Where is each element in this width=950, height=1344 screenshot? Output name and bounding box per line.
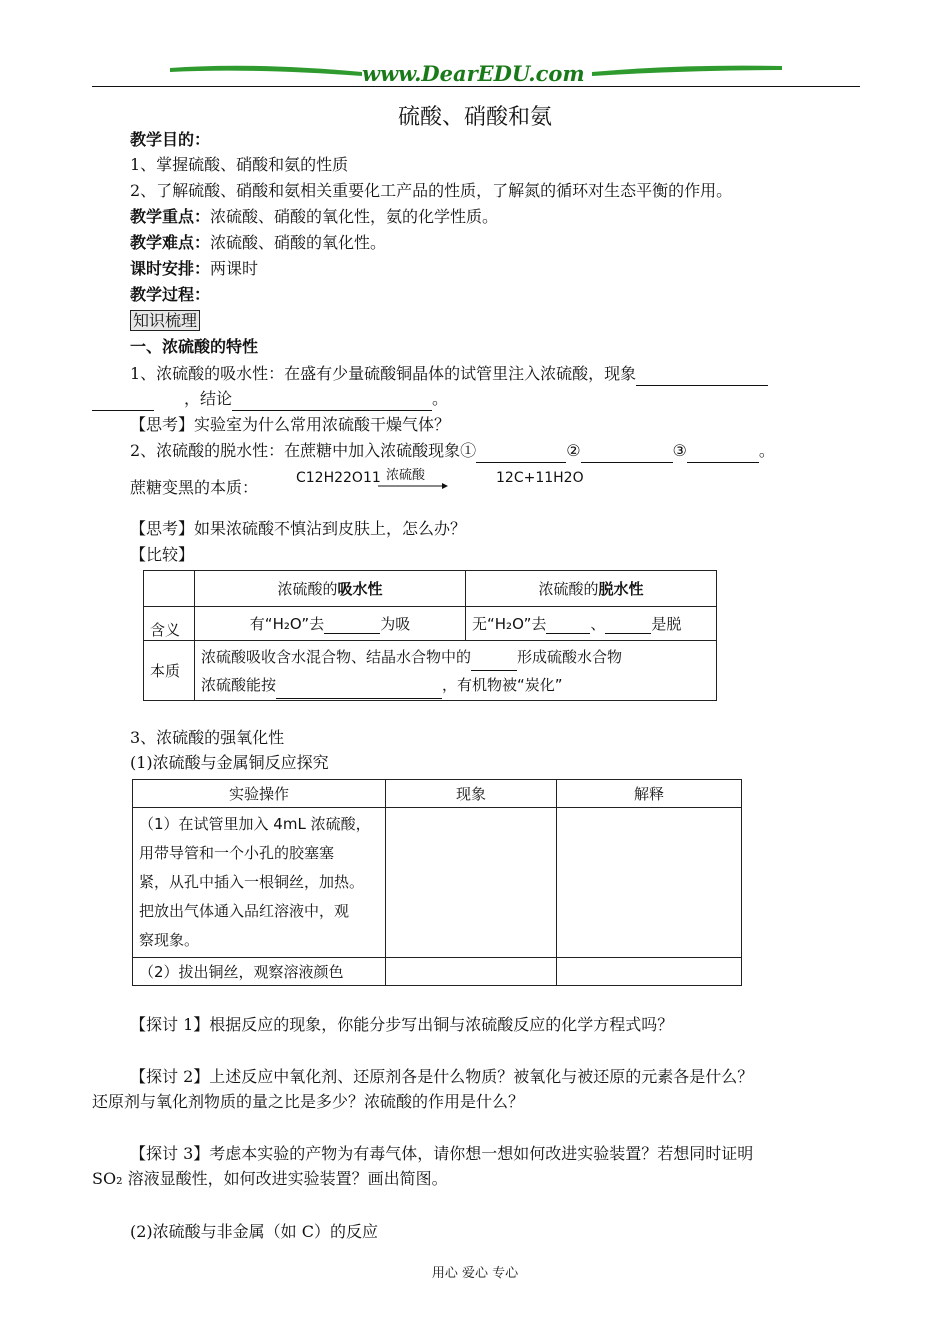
- key-points: 教学重点：浓硫酸、硝酸的氧化性，氨的化学性质。: [130, 207, 499, 226]
- header-dehydration: 浓硫酸的脱水性: [466, 571, 717, 607]
- meaning-dehydration: 无“H₂O”去 、 是脱: [466, 607, 717, 641]
- absorbency-conclusion: ，结论 。: [92, 387, 448, 411]
- col-phenomenon: 现象: [386, 780, 557, 808]
- knowledge-box: 知识梳理: [130, 309, 200, 333]
- dehydration-paragraph: 2、浓硫酸的脱水性：在蔗糖中加入浓硫酸现象① ② ③ 。: [130, 439, 775, 463]
- process-heading: 教学过程：: [130, 285, 211, 304]
- product: 12C+11H2O: [496, 470, 584, 486]
- oxidation-heading: 3、浓硫酸的强氧化性: [130, 728, 285, 747]
- carbon-reaction-heading: (2)浓硫酸与非金属（如 C）的反应: [130, 1222, 378, 1241]
- row-meaning-label: 含义: [144, 607, 195, 641]
- essence-cell: 浓硫酸吸收含水混合物、结晶水合物中的 形成硫酸水合物 浓硫酸能按 ，有机物被“炭化”: [195, 641, 717, 701]
- discuss-1: 【探讨 1】根据反应的现象，你能分步写出铜与浓硫酸反应的化学方程式吗？: [130, 1015, 674, 1034]
- experiment-table: [132, 779, 742, 986]
- section-1-heading: 一、浓硫酸的特性: [130, 337, 259, 356]
- compare-heading: 【比较】: [130, 545, 195, 564]
- col-operation: 实验操作: [133, 780, 386, 808]
- objectives-heading: 教学目的：: [130, 130, 211, 149]
- site-logo[interactable]: www.DearEDU.com: [362, 61, 585, 86]
- discuss-3-line1: 【探讨 3】考虑本实验的产物为有毒气体，请你想一想如何改进实验装置？若想同时证明: [130, 1144, 754, 1163]
- copper-experiment-heading: (1)浓硫酸与金属铜反应探究: [130, 753, 329, 772]
- explanation-2: [557, 958, 742, 986]
- page-title: 硫酸、硝酸和氨: [397, 105, 552, 130]
- schedule: 课时安排：两课时: [130, 259, 259, 278]
- arrow-icon: [378, 482, 448, 490]
- reactant: C12H22O11: [296, 470, 381, 486]
- comparison-table: [143, 570, 717, 701]
- discuss-2-line1: 【探讨 2】上述反应中氧化剂、还原剂各是什么物质？被氧化与被还原的元素各是什么？: [130, 1067, 754, 1086]
- condition: 浓硫酸: [386, 468, 426, 483]
- meaning-absorbency: 有“H₂O”去 为吸: [195, 607, 466, 641]
- objective-2: 2、了解硫酸、硝酸和氨相关重要化工产品的性质，了解氮的循环对生态平衡的作用。: [130, 181, 733, 200]
- header-absorbency: 浓硫酸的吸水性: [195, 571, 466, 607]
- phenomenon-1: [386, 808, 557, 958]
- page-footer: 用心 爱心 专心: [431, 1266, 519, 1281]
- row-essence-label: 本质: [144, 641, 195, 701]
- header-banner: [92, 58, 862, 88]
- discuss-2-line2: 还原剂与氧化剂物质的量之比是多少？浓硫酸的作用是什么？: [92, 1092, 525, 1111]
- difficulties: 教学难点：浓硫酸、硝酸的氧化性。: [130, 233, 387, 252]
- phenomenon-2: [386, 958, 557, 986]
- objective-1: 1、掌握硫酸、硝酸和氨的性质: [130, 155, 349, 174]
- explanation-1: [557, 808, 742, 958]
- sugar-label: 蔗糖变黑的本质：: [130, 478, 259, 497]
- think-2: 【思考】如果浓硫酸不慎沾到皮肤上，怎么办？: [130, 519, 467, 538]
- corner-cell: [144, 571, 195, 607]
- discuss-3-line2: SO₂ 溶液显酸性，如何改进实验装置？画出简图。: [92, 1169, 448, 1188]
- think-1: 【思考】实验室为什么常用浓硫酸干燥气体？: [130, 415, 451, 434]
- col-explanation: 解释: [557, 780, 742, 808]
- header-rule: [92, 86, 860, 87]
- absorbency-paragraph: 1、浓硫酸的吸水性：在盛有少量硫酸铜晶体的试管里注入浓硫酸，现象: [130, 362, 768, 386]
- operation-1: （1）在试管里加入 4mL 浓硫酸， 用带导管和一个小孔的胶塞塞 紧，从孔中插入一根铜丝，加热。 把放出气体通入品红溶液中，观 察现象。: [133, 808, 386, 958]
- operation-2: （2）拔出铜丝，观察溶液颜色: [133, 958, 386, 986]
